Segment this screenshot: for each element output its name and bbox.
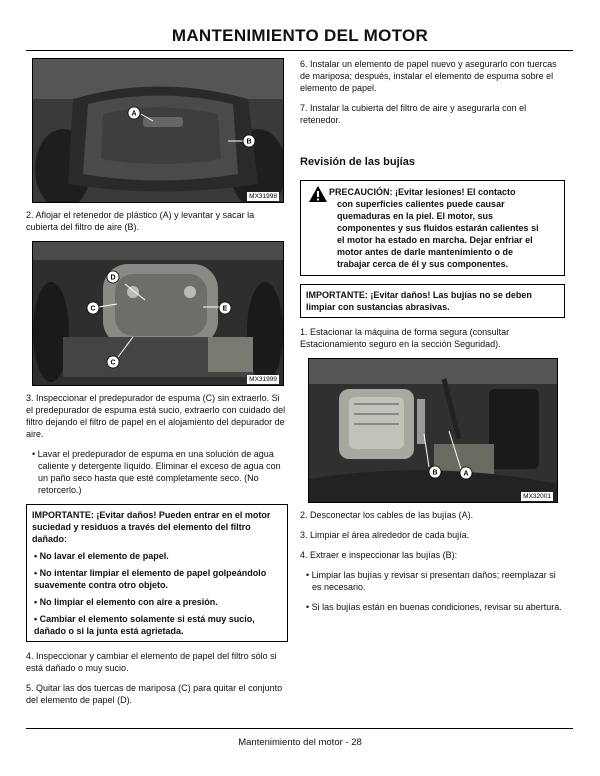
callout-d-label: D <box>110 274 116 282</box>
caution-line: componentes y sus fluidos estarán calientes si <box>337 223 539 233</box>
warning-triangle-icon <box>309 186 327 202</box>
step-3-text: 3. Limpiar el área alrededor de cada bujía. <box>300 530 470 540</box>
step-5-text: 5. Quitar las dos tuercas de mariposa (C) para quitar el conjunto del elemento de papel (D). <box>26 683 283 705</box>
left-column <box>26 58 288 714</box>
important-title: IMPORTANTE: ¡Evitar daños! Pueden entrar en el motor suciedad y residuos a través del elemento del filtro dañado: <box>32 510 271 544</box>
footer-rule <box>26 728 573 729</box>
caution-line: PRECAUCIÓN: ¡Evitar lesiones! El contacto <box>329 187 516 197</box>
caution-box <box>300 180 565 276</box>
callout-e-label: E <box>222 305 228 313</box>
step-2-text: 2. Desconectar los cables de las bujías (A). <box>300 510 474 520</box>
gap-bullet: • Si las bujías están en buenas condiciones, revisar su abertura. <box>306 602 562 612</box>
caution-line: el motor ha estado en marcha. Dejar enfriar el <box>337 235 533 245</box>
callout-b-label: B <box>246 138 252 146</box>
wash-bullet: • Lavar el predepurador de espuma en una solución de agua caliente y detergente líquido. Eliminar el exceso de agua con un paño seco hasta que esté completamente seco. (No retorcerlo.) <box>32 449 281 495</box>
figure-spark-plugs <box>308 358 558 503</box>
step-3-text: 3. Inspeccionar el predepurador de espuma (C) sin extraerlo. Si el predepurador de espuma está sucio, extraerlo con cuidado del filtro dejando el filtro de papel en el alojamiento del depurador de aire. <box>26 393 286 439</box>
figure-air-filter-cover <box>32 58 284 203</box>
step-2-text: 2. Aflojar el retenedor de plástico (A) y levantar y sacar la cubierta del filtro de aire (B). <box>26 210 255 232</box>
important-item: • No lavar el elemento de papel. <box>34 551 169 561</box>
important-2-text: IMPORTANTE: ¡Evitar daños! Las bujías no se deben limpiar con sustancias abrasivas. <box>306 290 532 312</box>
page-footer: Mantenimiento del motor - 28 <box>238 737 362 748</box>
page-title: MANTENIMIENTO DEL MOTOR <box>171 26 429 45</box>
step-7-text: 7. Instalar la cubierta del filtro de aire y asegurarla con el retenedor. <box>300 103 527 125</box>
callout-a-label: A <box>463 470 469 478</box>
caution-line: motor antes de darle mantenimiento o de <box>337 247 514 257</box>
callout-b-label: B <box>432 469 438 477</box>
figure-code: MX32001 <box>523 493 551 500</box>
step-6-text: 6. Instalar un elemento de papel nuevo y asegurarlo con tuercas de mariposa; después, instalar el elemento de espuma sobre el elemento de papel. <box>300 59 557 93</box>
callout-c-1-label: C <box>90 305 96 313</box>
section-title-spark-plugs: Revisión de las bujías <box>300 156 415 168</box>
caution-line: con superficies calientes puede causar <box>337 199 505 209</box>
step-4-text: 4. Inspeccionar y cambiar el elemento de papel del filtro sólo si está dañado o muy sucio. <box>26 651 277 673</box>
important-box-filter <box>26 504 288 642</box>
right-column <box>300 58 565 621</box>
important-box-spark-plugs <box>300 284 565 318</box>
callout-a-label: A <box>131 110 137 118</box>
important-item: • No limpiar el elemento con aire a presión. <box>34 597 218 607</box>
important-item: • Cambiar el elemento solamente si está muy sucio, dañado o si la junta está agrietada. <box>34 614 255 636</box>
callout-c-2-label: C <box>110 359 116 367</box>
important-item: • No intentar limpiar el elemento de papel golpeándolo suavemente contra otro objeto. <box>34 568 267 590</box>
caution-line: quemaduras en la piel. El motor, sus <box>337 211 494 221</box>
step-4-text: 4. Extraer e inspeccionar las bujías (B): <box>300 550 458 560</box>
step-1-text: 1. Estacionar la máquina de forma segura (consultar Estacionamiento seguro en la sección Seguridad). <box>300 327 510 349</box>
figure-code: MX31999 <box>249 376 277 383</box>
figure-foam-precleaner <box>32 241 284 386</box>
title-rule <box>26 50 573 51</box>
figure-code: MX31998 <box>249 193 277 200</box>
clean-bullet: • Limpiar las bujías y revisar si presentan daños; reemplazar si es necesario. <box>306 570 556 592</box>
caution-line: trabajar cerca de él y sus componentes. <box>337 259 509 269</box>
